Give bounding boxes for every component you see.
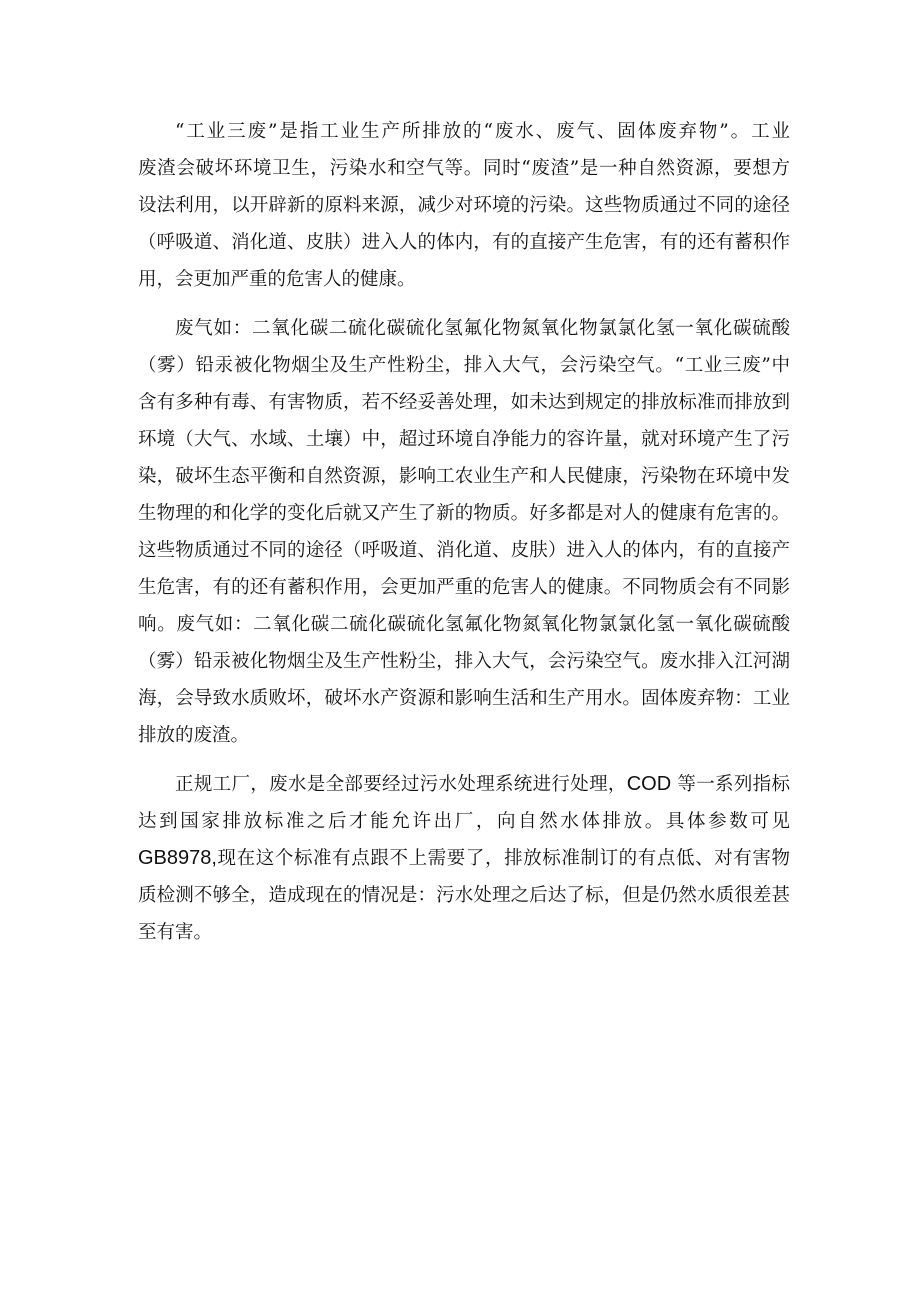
paragraph-line: 生危害，有的还有蓄积作用，会更加严重的危害人的健康。不同物质会有不同影: [138, 577, 790, 598]
paragraph-line: 废渣会破坏环境卫生，污染水和空气等。同时“废渣”是一种自然资源，要想方: [138, 158, 790, 179]
paragraph-line: 质检测不够全，造成现在的情况是：污水处理之后达了标，但是仍然水质很差甚: [138, 885, 790, 906]
paragraph-line: 达到国家排放标准之后才能允许出厂，向自然水体排放。具体参数可见: [138, 811, 790, 832]
paragraph-line: 这些物质通过不同的途径（呼吸道、消化道、皮肤）进入人的体内，有的直接产: [138, 540, 790, 561]
paragraph-line: 含有多种有毒、有害物质，若不经妥善处理，如未达到规定的排放标准而排放到: [138, 392, 790, 413]
document-body: [138, 113, 790, 951]
paragraph-line: “工业三废”是指工业生产所排放的“废水、废气、固体废弃物”。工业: [175, 121, 790, 142]
paragraph-line: 排放的废渣。: [138, 725, 250, 746]
paragraph-spacer: [138, 298, 790, 310]
paragraph-line: 染，破坏生态平衡和自然资源，影响工农业生产和人民健康，污染物在环境中发: [138, 466, 790, 487]
paragraph-line: 环境（大气、水域、土壤）中，超过环境自净能力的容许量，就对环境产生了污: [138, 429, 790, 450]
paragraph-line: （雾）铅汞被化物烟尘及生产性粉尘，排入大气，会污染空气。废水排入江河湖: [138, 651, 790, 672]
paragraph-line: 用，会更加严重的危害人的健康。: [138, 269, 416, 290]
paragraph-line: 废气如：二氧化碳二硫化碳硫化氢氟化物氮氧化物氯氯化氢一氧化碳硫酸: [175, 318, 790, 339]
paragraph-line: （呼吸道、消化道、皮肤）进入人的体内，有的直接产生危害，有的还有蓄积作: [138, 232, 790, 253]
text-run: 等一系列指标: [671, 774, 790, 795]
text-run: 正规工厂，废水是全部要经过污水处理系统进行处理，: [175, 774, 627, 795]
paragraph-line: （雾）铅汞被化物烟尘及生产性粉尘，排入大气，会污染空气。“工业三废”中: [138, 355, 790, 376]
paragraph-2: [138, 310, 790, 754]
paragraph-line: [138, 766, 790, 803]
text-run: 现在这个标准有点跟不上需要了，排放标准制订的有点低、对有害物: [216, 848, 790, 869]
paragraph-line: [138, 840, 790, 877]
paragraph-spacer: [138, 754, 790, 766]
paragraph-line: 生物理的和化学的变化后就又产生了新的物质。好多都是对人的健康有危害的。: [138, 503, 790, 524]
standard-code: GB8978,: [138, 847, 217, 869]
paragraph-line: 响。废气如：二氧化碳二硫化碳硫化氢氟化物氮氧化物氯氯化氢一氧化碳硫酸: [138, 614, 790, 635]
paragraph-line: 设法利用，以开辟新的原料来源，减少对环境的污染。这些物质通过不同的途径: [138, 195, 790, 216]
paragraph-line: 海，会导致水质败坏，破坏水产资源和影响生活和生产用水。固体废弃物：工业: [138, 688, 790, 709]
cod-term: COD: [626, 773, 672, 795]
paragraph-3: [138, 766, 790, 951]
paragraph-line: 至有害。: [138, 922, 213, 943]
paragraph-1: [138, 113, 790, 298]
